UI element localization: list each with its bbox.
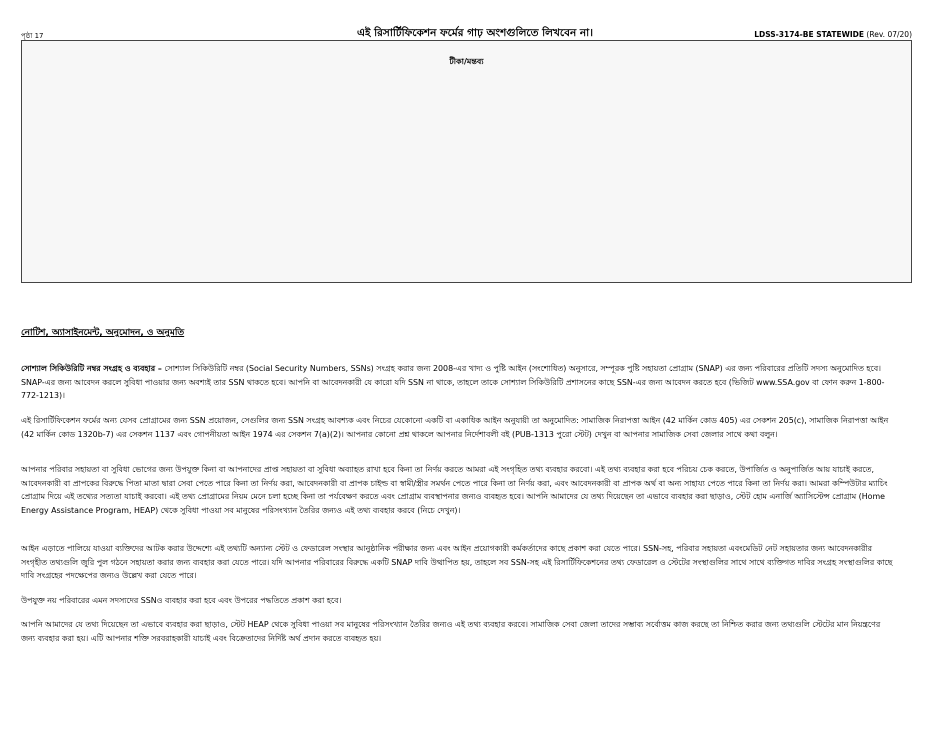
paragraph-disclosure: আইন এড়াতে পালিয়ে যাওয়া ব্যক্তিদের আটক করার উদ্দেশ্যে এই তথ্যটি অন্যান্য স্টেট ও ফেডারেল সংস্থার আনুষ্ঠানিক পরীক্ষার জন্য এবং আইন প্রয়োগকারী কর্মকর্তাদের কাছে প্রকাশ করা যেতে পারে। SSN-সহ, পরিবার সহায়তা এবংমেডিট নেট সহায়তার জন্য আবেদনকারীর সংগৃহীত তথ্যগুলি জুরি পুল গঠনে সহায়তা করার জন্য ব্যবহার করা যেতে পারে। যদি আপনার পরিবারের বিরুদ্ধে একটি SNAP দাবি উত্থাপিত হয়, তাহলে সব SSN-সহ এই রিসার্টিফিকেশনের তথ্য ফেডারেল ও স্টেটের সংস্থাগুলির সাথে সাথে ব্যক্তিগত দাবির সংগ্রহ সংস্থাগুলির কাছে দাবি সংগ্রহের পদক্ষেপের জন্যও উল্লেখ করা যেতে পারে। <box>21 544 893 581</box>
page-number: পৃষ্ঠা 17 <box>21 32 44 40</box>
paragraph-lead: সোশ্যাল সিকিউরিটি নম্বর সংগ্রহ ও ব্যবহার – <box>21 364 162 373</box>
paragraph-ssn-authority: এই রিসার্টিফিকেশন ফর্মের অন্য যেসব প্রোগ্রামের জন্য SSN প্রয়োজন, সেগুলির জন্য SSN সংগ্রহ আবশ্যক এবং নিচের যেকোনো একটি বা একাধিক আইন অনুযায়ী তা অনুমোদিত: সামাজিক নিরাপত্তা আইন (42 মার্কিন কোড 405) এর সেকশন 205(c), সামাজিক নিরাপত্তা আইন (42 মার্কিন কোড 1320b-7) এর সেকশন 1137 এবং গোপনীয়তা আইন 1974 এর সেকশন 7(a)(2)। আপনার কোনো প্রশ্ন থাকলে আপনার নির্দেশাবলী বই (PUB-1313 পুরো স্টেট) দেখুন বা আপনার সামাজিক সেবা জেলার সাথে কথা বলুন। <box>21 416 889 439</box>
paragraph-heap-statistics: আপনি আমাদের যে তথ্য দিয়েছেন তা এভাবে ব্যবহার করা ছাড়াও, স্টেট HEAP থেকে সুবিধা পাওয়া সব মানুষের পরিসংখ্যান তৈরির জন্যও এই তথ্য ব্যবহার করবে। সামাজিক সেবা জেলা তাদের সম্ভাব্য সর্বোত্তম কাজ করছে তা নিশ্চিত করার জন্য তথ্যগুলি স্টেটের মান নিয়ন্ত্রণের জন্য ব্যবহার করা হয়। এটি আপনার শক্তি সরবরাহকারী যাচাই এবং বিক্রেতাদের নির্দিষ্ট অর্থ প্রদান করতে ব্যবহৃত হয়। <box>21 620 881 643</box>
document-title: এই রিসার্টিফিকেশন ফর্মের গাঢ় অংশগুলিতে লিখবেন না। <box>357 27 593 39</box>
paragraph-ineligible-members: উপযুক্ত নয় পরিবারের এমন সদস্যদের SSNও ব্যবহার করা হবে এবং উপরের পদ্ধতিতে প্রকাশ করা হবে। <box>21 596 342 605</box>
form-revision: (Rev. 07/20) <box>864 30 912 39</box>
comments-box[interactable] <box>21 40 912 283</box>
paragraph-ssn-collection <box>21 362 894 403</box>
form-identifier <box>754 30 912 39</box>
comments-label: টীকা/মন্তব্য <box>449 57 484 66</box>
form-code: LDSS-3174-BE STATEWIDE <box>754 30 865 39</box>
paragraph-body: সোশ্যাল সিকিউরিটি নম্বর (Social Security Numbers, SSNs) সংগ্রহ করার জন্য 2008-এর খাদ্য ও পুষ্টি আইন (সংশোধিত) অনুসারে, সম্পূরক পুষ্টি সহায়তা প্রোগ্রাম (SNAP) এর জন্য পরিবারের প্রতিটি সদস্য অনুমোদিত হবে। SNAP-এর জন্য আবেদন করলে সুবিধা পাওয়ার জন্য অবশ্যই তার SSN থাকতে হবে। আপনি বা আবেদনকারী যে কারো যদি SSN না থাকে, তাহলে তাকে সোশ্যাল সিকিউরিটি প্রশাসনের কাছে SSN-এর জন্য আবেদন করতে হবে (ভিজিট www.SSA.gov বা ফোন করুন 1-800-772-1213)। <box>21 364 885 401</box>
paragraph-information-use: আপনার পরিবার সহায়তা বা সুবিধা ভোগের জন্য উপযুক্ত কিনা বা আপনাদের প্রাপ্ত সহায়তা বা সুবিধা অব্যাহত রাখা হবে কিনা তা নির্ণয় করতে আমরা এই সংগৃহিত তথ্য ব্যবহার করবো। এই তথ্য ব্যবহার করা হবে পরিচয় চেক করতে, উপার্জিত ও অনুপার্জিত আয় যাচাই করতে, আবেদনকারী বা প্রাপকের বিরুদ্ধে পিতা মাতা দ্বারা সেবা পেতে পারে কিনা তা নির্ণয় করা, আবেদনকারী বা প্রাপক চাইল্ড বা স্বামী/স্ত্রীর সমর্থন পেতে পারে কিনা তা নির্ণয় করা, এবং আবেদনকারী বা প্রাপক অর্থ বা অন্য সাহায্য পেতে পারে কিনা তা নির্ণয় করা। আমরা কম্পিউটার ম্যাচিং প্রোগ্রাম দিয়ে এই তথ্যের সত্যতা যাচাই করবো। এই তথ্য প্রোগ্রামের নিয়ম মেনে চলা হচ্ছে কিনা তা পর্যবেক্ষণ করতে এবং প্রোগ্রাম ব্যবস্থাপনার জন্যও ব্যবহৃত হবে। আপনি আমাদের যে তথ্য দিয়েছেন তা এভাবে ব্যবহার করা ছাড়াও, স্টেট হোম এনার্জি অ্যাসিস্টেন্স প্রোগ্রাম (Home Energy Assistance Program, HEAP) থেকে সুবিধা পাওয়া সব মানুষের পরিসংখ্যান তৈরির জন্যও এই তথ্য ব্যবহার করবে (নিচে দেখুন)। <box>21 465 888 516</box>
section-heading: নোটিশ, অ্যাসাইনমেন্ট, অনুমোদন, ও অনুমতি <box>21 328 185 338</box>
